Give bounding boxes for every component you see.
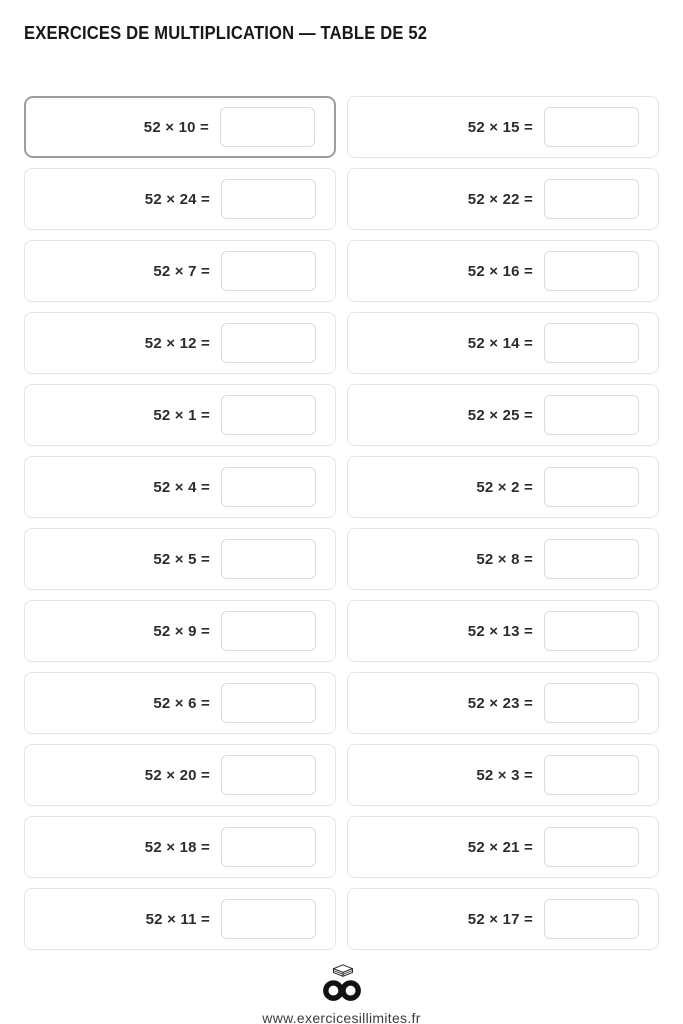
exercise-label: 52 × 15 = [467, 118, 533, 136]
answer-input[interactable] [221, 179, 316, 219]
answer-input[interactable] [221, 467, 316, 507]
exercise-label: 52 × 8 = [476, 550, 533, 568]
footer [0, 961, 683, 1024]
exercise-card [24, 240, 336, 302]
page-title: EXERCICES DE MULTIPLICATION — TABLE DE 52 [24, 23, 428, 43]
exercise-label: 52 × 18 = [144, 838, 210, 856]
answer-input[interactable] [544, 683, 639, 723]
exercise-card [24, 384, 336, 446]
exercise-label: 52 × 3 = [476, 766, 533, 784]
answer-input[interactable] [544, 179, 639, 219]
exercise-card [347, 744, 659, 806]
site-url: www.exercicesillimites.fr [262, 1010, 421, 1024]
exercise-label: 52 × 6 = [153, 694, 210, 712]
exercise-card [24, 528, 336, 590]
exercise-card [24, 744, 336, 806]
exercise-card [24, 600, 336, 662]
answer-input[interactable] [544, 467, 639, 507]
answer-input[interactable] [544, 755, 639, 795]
exercise-label: 52 × 25 = [467, 406, 533, 424]
exercise-card [24, 816, 336, 878]
exercise-label: 52 × 21 = [467, 838, 533, 856]
exercise-label: 52 × 11 = [145, 910, 210, 928]
exercise-label: 52 × 1 = [153, 406, 210, 424]
answer-input[interactable] [544, 539, 639, 579]
exercise-label: 52 × 5 = [153, 550, 210, 568]
answer-input[interactable] [544, 395, 639, 435]
infinity-books-logo [317, 961, 367, 1003]
exercise-card [347, 168, 659, 230]
exercise-label: 52 × 7 = [153, 262, 210, 280]
exercise-grid [24, 96, 659, 950]
answer-input[interactable] [544, 899, 639, 939]
exercise-label: 52 × 9 = [153, 622, 210, 640]
answer-input[interactable] [221, 251, 316, 291]
exercise-card [347, 456, 659, 518]
exercise-card [24, 888, 336, 950]
answer-input[interactable] [221, 683, 316, 723]
answer-input[interactable] [220, 107, 315, 147]
exercise-label: 52 × 4 = [153, 478, 210, 496]
exercise-card [347, 96, 659, 158]
answer-input[interactable] [544, 827, 639, 867]
answer-input[interactable] [221, 611, 316, 651]
exercise-label: 52 × 24 = [144, 190, 210, 208]
exercise-card [347, 240, 659, 302]
exercise-label: 52 × 16 = [467, 262, 533, 280]
exercise-card [24, 168, 336, 230]
answer-input[interactable] [544, 611, 639, 651]
exercise-label: 52 × 12 = [144, 334, 210, 352]
exercise-card [347, 312, 659, 374]
answer-input[interactable] [221, 755, 316, 795]
answer-input[interactable] [221, 323, 316, 363]
exercise-label: 52 × 22 = [467, 190, 533, 208]
answer-input[interactable] [544, 107, 639, 147]
exercise-label: 52 × 20 = [144, 766, 210, 784]
exercise-card [24, 312, 336, 374]
exercise-card [24, 672, 336, 734]
exercise-card [347, 384, 659, 446]
exercise-label: 52 × 10 = [143, 118, 209, 136]
answer-input[interactable] [544, 323, 639, 363]
exercise-card [24, 96, 336, 158]
exercise-card [347, 888, 659, 950]
exercise-label: 52 × 17 = [467, 910, 533, 928]
exercise-label: 52 × 2 = [476, 478, 533, 496]
exercise-label: 52 × 13 = [467, 622, 533, 640]
exercise-card [347, 528, 659, 590]
worksheet-page [0, 22, 683, 1024]
answer-input[interactable] [544, 251, 639, 291]
answer-input[interactable] [221, 827, 316, 867]
answer-input[interactable] [221, 899, 316, 939]
answer-input[interactable] [221, 539, 316, 579]
exercise-label: 52 × 14 = [467, 334, 533, 352]
answer-input[interactable] [221, 395, 316, 435]
exercise-card [347, 672, 659, 734]
exercise-card [347, 600, 659, 662]
exercise-label: 52 × 23 = [467, 694, 533, 712]
exercise-card [24, 456, 336, 518]
exercise-card [347, 816, 659, 878]
